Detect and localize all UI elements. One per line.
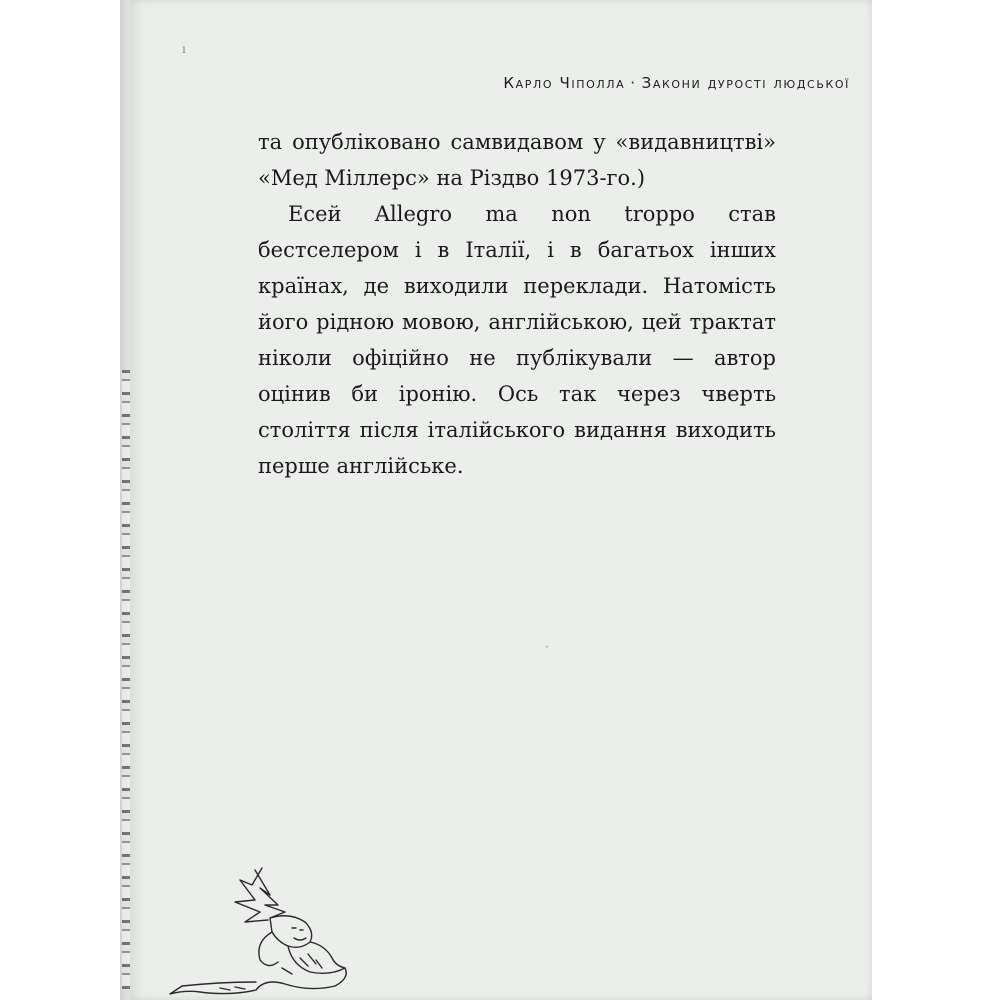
running-head-separator: · [630,74,637,92]
body-text [258,124,776,484]
pencil-mark: · [545,640,549,654]
paragraph-continuation: та опубліковано самвидавом у «видавництві» «Мед Міллерс» на Різдво 1973-го.) [258,130,776,190]
jester-figure-icon [160,850,400,1000]
running-head-title: Закони дурості людської [641,74,850,92]
running-head-author: Карло Чіполла [503,74,626,92]
paragraph-essay: Есей Allegro ma non troppo став бестселером і в Італії, і в багатьох інших країнах, де виходили переклади. Натомість його рідною мовою, англійською, цей трактат ніколи офіційно не публікували — автор оцінив би іронію. Ось так через чверть століття після італійського видання виходить перше англійське. [258,202,776,478]
pencil-mark: ı [182,42,186,56]
running-head [503,74,850,92]
